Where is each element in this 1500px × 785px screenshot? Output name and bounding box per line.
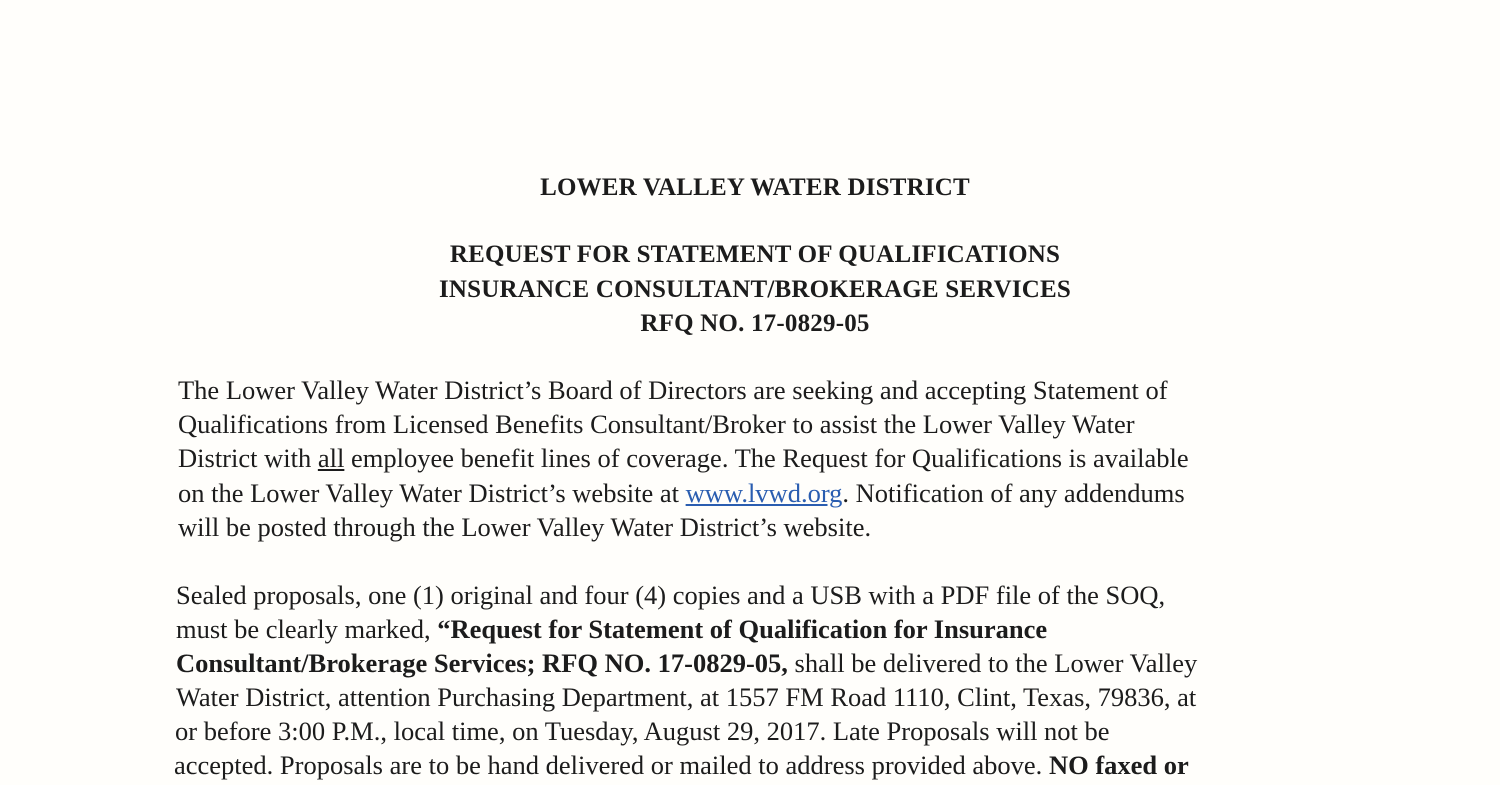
text: . Notification of any addendums	[842, 478, 1185, 508]
text-line: or before 3:00 P.M., local time, on Tuesday, August 29, 2017. Late Proposals will not be	[175, 716, 1110, 746]
text-line	[174, 752, 1189, 779]
text: on the Lower Valley Water District’s website at	[178, 478, 686, 508]
website-link[interactable]: www.lvwd.org	[685, 478, 843, 508]
text-line: Water District, attention Purchasing Department, at 1557 FM Road 1110, Clint, Texas, 79836, at	[176, 682, 1197, 712]
title-line-2: INSURANCE CONSULTANT/BROKERAGE SERVICES	[438, 276, 1072, 303]
text-line	[176, 616, 1047, 643]
text-line	[178, 480, 1185, 507]
text-line	[176, 650, 1197, 677]
underlined-text: all	[317, 443, 345, 473]
text-line: Sealed proposals, one (1) original and four (4) copies and a USB with a PDF file of the SOQ,	[176, 580, 1166, 610]
text: must be clearly marked,	[176, 614, 438, 644]
text-line: Qualifications from Licensed Benefits Consultant/Broker to assist the Lower Valley Water	[178, 409, 1135, 439]
bold-text: NO faxed or	[1048, 750, 1189, 780]
text: shall be delivered to the Lower Valley	[787, 648, 1198, 678]
rfq-number: RFQ NO. 17-0829-05	[640, 310, 870, 337]
text-line	[178, 445, 1189, 472]
bold-text: Consultant/Brokerage Services; RFQ NO. 17-0829-05,	[176, 648, 788, 678]
org-heading: LOWER VALLEY WATER DISTRICT	[540, 174, 970, 201]
text-line: The Lower Valley Water District’s Board of Directors are seeking and accepting Statement of	[178, 375, 1168, 405]
bold-text: “Request for Statement of Qualification for Insurance	[437, 614, 1048, 644]
text: employee benefit lines of coverage. The Request for Qualifications is available	[344, 443, 1189, 473]
title-line-1: REQUEST FOR STATEMENT OF QUALIFICATIONS	[449, 241, 1061, 268]
text-line: will be posted through the Lower Valley Water District’s website.	[178, 512, 872, 542]
text: District with	[178, 443, 318, 473]
text: accepted. Proposals are to be hand delivered or mailed to address provided above.	[174, 750, 1049, 780]
